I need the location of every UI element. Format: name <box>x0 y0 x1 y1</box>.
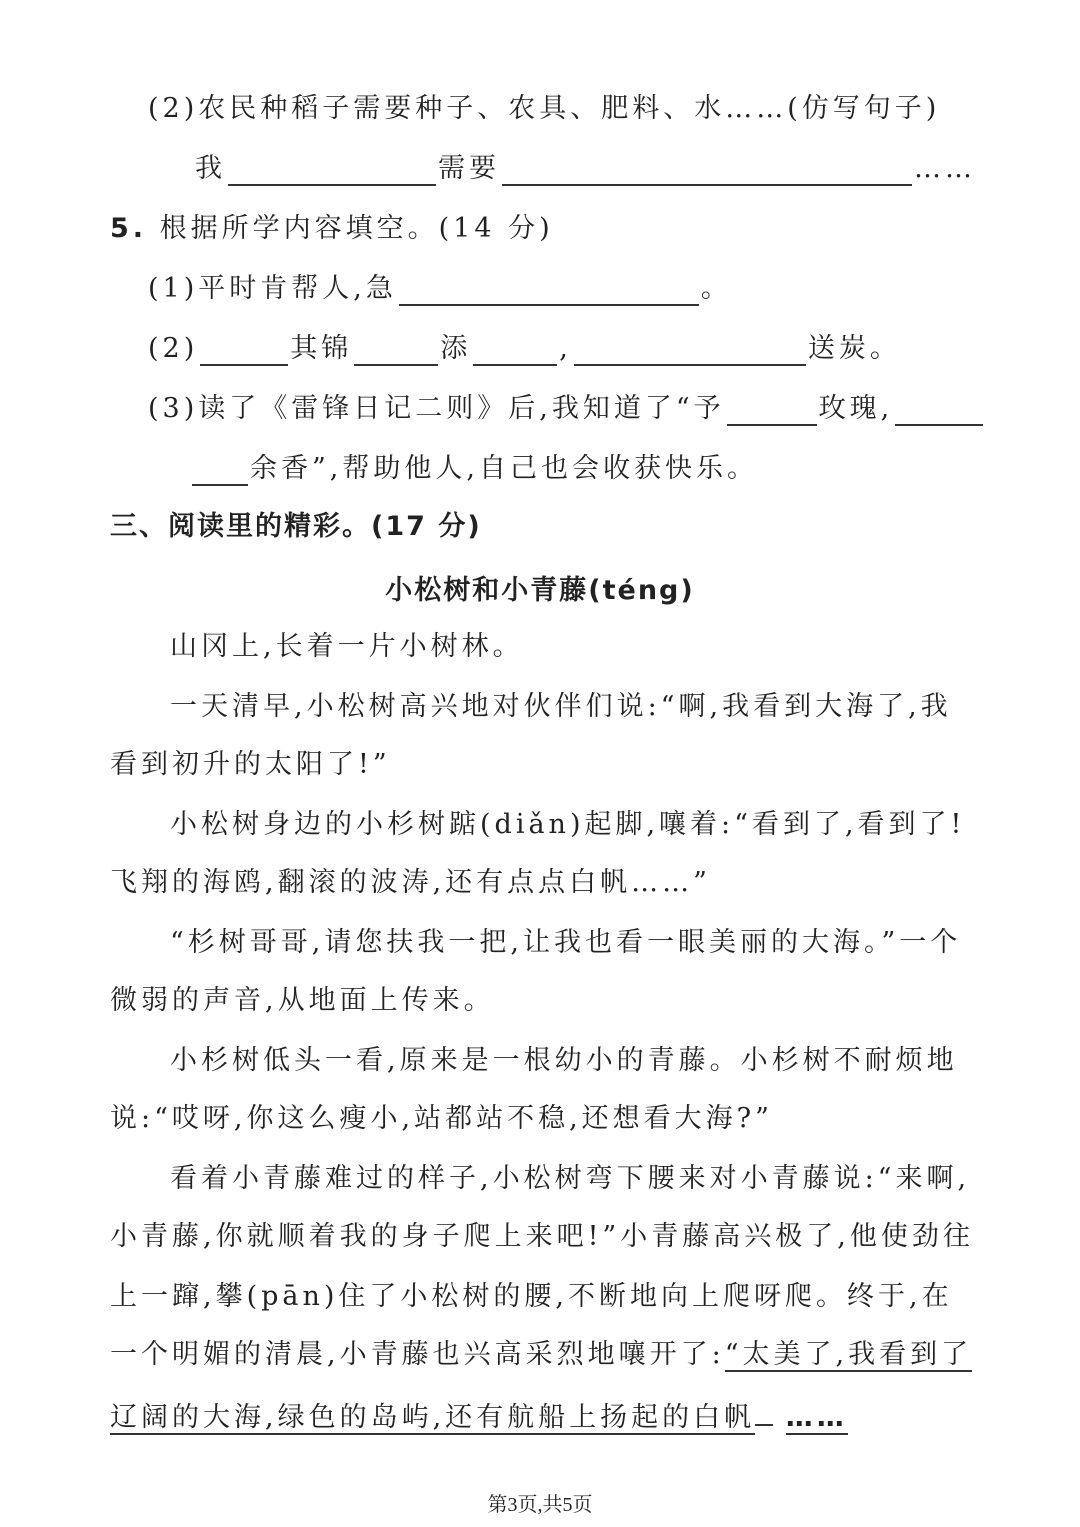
q5-item-3-blank-1[interactable] <box>727 398 817 426</box>
story-line: 山冈上,长着一片小树林。 <box>170 631 524 662</box>
q5-item-3 <box>148 392 985 426</box>
q5-item-3-blank-3[interactable] <box>192 458 248 486</box>
q4-2-end: …… <box>914 153 976 184</box>
story-line: 看到初升的太阳了!” <box>110 749 391 780</box>
story-line: 说:“哎呀,你这么瘦小,站都站不稳,还想看大海?” <box>110 1103 773 1134</box>
q4-2-start: 我 <box>195 153 226 184</box>
q5-item-2-blank-2[interactable] <box>354 338 438 366</box>
q5-item-1-blank[interactable] <box>399 278 699 306</box>
story-line: 小杉树低头一看,原来是一根幼小的青藤。小杉树不耐烦地 <box>170 1045 958 1076</box>
story-line <box>110 1338 972 1372</box>
q5-item-2-word-2: 添 <box>440 333 472 364</box>
story-line-part: 一个明媚的清晨,小青藤也兴高采烈地嚷开了: <box>110 1339 725 1370</box>
story-title: 小松树和小青藤(téng) <box>385 575 695 606</box>
story-line: 小松树身边的小杉树踮(diǎn)起脚,嚷着:“看到了,看到了! <box>170 809 966 840</box>
q5-item-2-blank-3[interactable] <box>473 338 557 366</box>
q4-2-mid: 需要 <box>438 153 500 184</box>
q5-heading-text: 根据所学内容填空。(14 分) <box>159 213 554 244</box>
q5-item-3-cont-text: 余香”,帮助他人,自己也会收获快乐。 <box>250 453 758 484</box>
story-line <box>110 1398 848 1435</box>
underlined-quote-cont: 辽阔的大海,绿色的岛屿,还有航船上扬起的白帆 <box>110 1402 756 1433</box>
q5-item-1-end: 。 <box>700 273 732 304</box>
q5-item-3-text: (3)读了《雷锋日记二则》后,我知道了“予 <box>148 393 725 424</box>
story-line: 微弱的声音,从地面上传来。 <box>110 985 495 1016</box>
q5-item-3-mid: 玫瑰, <box>818 393 894 424</box>
story-line: “杉树哥哥,请您扶我一把,让我也看一眼美丽的大海。”一个 <box>170 927 962 958</box>
q5-item-2 <box>148 332 901 366</box>
underline-gap <box>755 1398 773 1426</box>
q5-item-1-text: (1)平时肯帮人,急 <box>148 273 397 304</box>
q4-2-blank-1[interactable] <box>228 158 436 186</box>
q5-heading <box>110 212 554 246</box>
q5-item-2-blank-1[interactable] <box>200 338 288 366</box>
story-line: 上一蹿,攀(pān)住了小松树的腰,不断地向上爬呀爬。终于,在 <box>110 1281 953 1312</box>
q5-item-2-blank-4[interactable] <box>574 338 806 366</box>
q5-item-2-label: (2) <box>148 333 199 364</box>
q5-item-2-end: 送炭。 <box>807 333 901 364</box>
section-3-heading: 三、阅读里的精彩。(17 分) <box>110 511 482 542</box>
q4-2-blank-2[interactable] <box>502 158 912 186</box>
story-line: 小青藤,你就顺着我的身子爬上来吧!”小青藤高兴极了,他使劲往 <box>110 1221 974 1252</box>
story-line: 一天清早,小松树高兴地对伙伴们说:“啊,我看到大海了,我 <box>170 691 952 722</box>
q5-item-3-blank-2[interactable] <box>895 398 983 426</box>
story-line: 飞翔的海鸥,翻滚的波涛,还有点点白帆……” <box>110 867 711 898</box>
page-footer: 第3页,共5页 <box>487 1494 593 1516</box>
underlined-quote: “太美了,我看到了 <box>724 1339 973 1370</box>
q4-2-answer-line <box>195 152 976 186</box>
underlined-ellipsis: …… <box>785 1402 848 1433</box>
q5-number: 5. <box>110 213 148 244</box>
q5-item-2-comma: , <box>559 333 572 364</box>
q5-item-3-continued <box>190 452 758 486</box>
story-line: 看着小青藤难过的样子,小松树弯下腰来对小青藤说:“来啊, <box>170 1163 971 1194</box>
q5-item-2-word-1: 其锦 <box>290 333 353 364</box>
q4-2-prompt: (2)农民种稻子需要种子、农具、肥料、水……(仿写句子) <box>148 93 941 124</box>
q5-item-1 <box>148 272 732 306</box>
